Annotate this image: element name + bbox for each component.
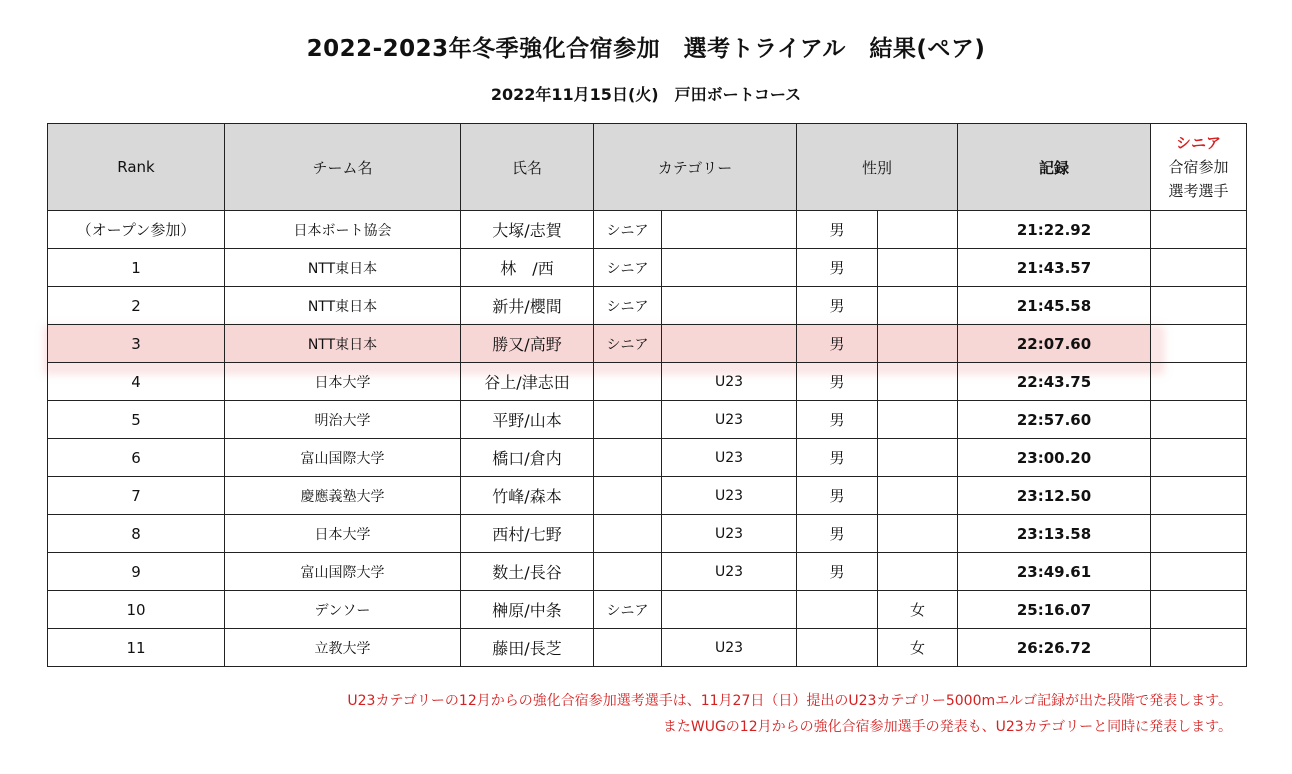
sex-male-cell: 男: [797, 363, 878, 401]
table-row: [48, 477, 1247, 515]
category-u23-cell: U23: [662, 439, 797, 477]
selection-cell: [1151, 401, 1247, 439]
category-senior-cell: [594, 553, 662, 591]
sex-female-cell: [878, 515, 958, 553]
sex-male-cell: 男: [797, 439, 878, 477]
sex-female-cell: [878, 249, 958, 287]
category-senior-cell: シニア: [594, 211, 662, 249]
category-senior-cell: [594, 515, 662, 553]
table-row: [48, 401, 1247, 439]
category-u23-cell: U23: [662, 477, 797, 515]
sex-male-cell: 男: [797, 553, 878, 591]
event-date-venue: 2022年11月15日(火) 戸田ボートコース: [490, 85, 802, 104]
table-row: [48, 629, 1247, 667]
record-cell: 23:00.20: [958, 439, 1151, 477]
record-cell: 26:26.72: [958, 629, 1151, 667]
sex-male-cell: [797, 629, 878, 667]
name-cell: 谷上/津志田: [461, 363, 594, 401]
team-cell: 慶應義塾大学: [225, 477, 461, 515]
sex-female-cell: [878, 325, 958, 363]
team-cell: NTT東日本: [225, 249, 461, 287]
category-u23-cell: [662, 211, 797, 249]
rank-cell: 3: [48, 325, 225, 363]
sex-female-cell: [878, 211, 958, 249]
table-row: [48, 211, 1247, 249]
note-u23-selection: U23カテゴリーの12月からの強化合宿参加選考選手は、11月27日（日）提出のU23カテゴリー5000mエルゴ記録が出た段階で発表します。: [347, 693, 1232, 709]
header-selection-selected: 選考選手: [1168, 182, 1229, 200]
record-cell: 23:49.61: [958, 553, 1151, 591]
category-u23-cell: U23: [662, 629, 797, 667]
category-senior-cell: [594, 439, 662, 477]
sex-male-cell: 男: [797, 287, 878, 325]
results-table: [47, 123, 1247, 667]
page-title: 2022-2023年冬季強化合宿参加 選考トライアル 結果(ペア): [306, 36, 986, 62]
sex-female-cell: [878, 401, 958, 439]
sex-male-cell: 男: [797, 401, 878, 439]
note-wug-selection: またWUGの12月からの強化合宿参加選手の発表も、U23カテゴリーと同時に発表します。: [662, 719, 1232, 735]
name-cell: 橋口/倉内: [461, 439, 594, 477]
table-row: [48, 591, 1247, 629]
selection-cell: [1151, 249, 1247, 287]
selection-cell: [1151, 211, 1247, 249]
name-cell: 竹峰/森本: [461, 477, 594, 515]
table-row: [48, 515, 1247, 553]
selection-cell: [1151, 553, 1247, 591]
category-u23-cell: [662, 591, 797, 629]
category-u23-cell: U23: [662, 401, 797, 439]
team-cell: 明治大学: [225, 401, 461, 439]
header-selection-camp: 合宿参加: [1168, 158, 1229, 176]
selection-cell: [1151, 629, 1247, 667]
table-row: [48, 439, 1247, 477]
team-cell: NTT東日本: [225, 325, 461, 363]
rank-cell: 1: [48, 249, 225, 287]
header-rank: Rank: [48, 124, 225, 211]
record-cell: 21:43.57: [958, 249, 1151, 287]
name-cell: 西村/七野: [461, 515, 594, 553]
name-cell: 榊原/中条: [461, 591, 594, 629]
rank-cell: 8: [48, 515, 225, 553]
record-cell: 22:07.60: [958, 325, 1151, 363]
category-u23-cell: [662, 325, 797, 363]
name-cell: 新井/櫻間: [461, 287, 594, 325]
header-selection: [1151, 124, 1247, 211]
name-cell: 林 /西: [461, 249, 594, 287]
sex-female-cell: [878, 477, 958, 515]
rank-cell: 10: [48, 591, 225, 629]
header-name: 氏名: [461, 124, 594, 211]
table-header-row: [48, 124, 1247, 211]
rank-cell: 2: [48, 287, 225, 325]
team-cell: NTT東日本: [225, 287, 461, 325]
selection-cell: [1151, 325, 1247, 363]
name-cell: 数土/長谷: [461, 553, 594, 591]
sex-female-cell: 女: [878, 591, 958, 629]
rank-cell: （オープン参加）: [48, 211, 225, 249]
sex-female-cell: 女: [878, 629, 958, 667]
category-u23-cell: U23: [662, 553, 797, 591]
rank-cell: 4: [48, 363, 225, 401]
team-cell: デンソー: [225, 591, 461, 629]
category-u23-cell: [662, 287, 797, 325]
selection-cell: [1151, 515, 1247, 553]
sex-male-cell: 男: [797, 515, 878, 553]
category-senior-cell: シニア: [594, 325, 662, 363]
rank-cell: 5: [48, 401, 225, 439]
team-cell: 日本ボート協会: [225, 211, 461, 249]
record-cell: 21:22.92: [958, 211, 1151, 249]
record-cell: 22:43.75: [958, 363, 1151, 401]
category-u23-cell: U23: [662, 363, 797, 401]
sex-male-cell: 男: [797, 249, 878, 287]
record-cell: 21:45.58: [958, 287, 1151, 325]
record-cell: 25:16.07: [958, 591, 1151, 629]
selection-cell: [1151, 439, 1247, 477]
name-cell: 藤田/長芝: [461, 629, 594, 667]
selection-cell: [1151, 477, 1247, 515]
team-cell: 立教大学: [225, 629, 461, 667]
category-senior-cell: [594, 629, 662, 667]
category-senior-cell: シニア: [594, 591, 662, 629]
team-cell: 富山国際大学: [225, 439, 461, 477]
sex-female-cell: [878, 287, 958, 325]
header-selection-senior: シニア: [1176, 134, 1222, 152]
sex-female-cell: [878, 553, 958, 591]
sex-male-cell: 男: [797, 325, 878, 363]
category-senior-cell: [594, 401, 662, 439]
rank-cell: 9: [48, 553, 225, 591]
sex-male-cell: 男: [797, 211, 878, 249]
sex-female-cell: [878, 363, 958, 401]
category-u23-cell: U23: [662, 515, 797, 553]
header-category: カテゴリー: [594, 124, 797, 211]
header-team: チーム名: [225, 124, 461, 211]
table-row: [48, 249, 1247, 287]
record-cell: 23:13.58: [958, 515, 1151, 553]
name-cell: 大塚/志賀: [461, 211, 594, 249]
sex-female-cell: [878, 439, 958, 477]
team-cell: 日本大学: [225, 363, 461, 401]
rank-cell: 7: [48, 477, 225, 515]
sex-male-cell: 男: [797, 477, 878, 515]
header-sex: 性別: [797, 124, 958, 211]
table-row: [48, 325, 1247, 363]
record-cell: 22:57.60: [958, 401, 1151, 439]
table-row: [48, 287, 1247, 325]
category-senior-cell: シニア: [594, 287, 662, 325]
header-record: 記録: [958, 124, 1151, 211]
selection-cell: [1151, 591, 1247, 629]
rank-cell: 6: [48, 439, 225, 477]
table-row: [48, 363, 1247, 401]
name-cell: 勝又/高野: [461, 325, 594, 363]
selection-cell: [1151, 287, 1247, 325]
rank-cell: 11: [48, 629, 225, 667]
category-senior-cell: [594, 363, 662, 401]
name-cell: 平野/山本: [461, 401, 594, 439]
record-cell: 23:12.50: [958, 477, 1151, 515]
team-cell: 富山国際大学: [225, 553, 461, 591]
table-row: [48, 553, 1247, 591]
sex-male-cell: [797, 591, 878, 629]
selection-cell: [1151, 363, 1247, 401]
category-senior-cell: シニア: [594, 249, 662, 287]
category-u23-cell: [662, 249, 797, 287]
team-cell: 日本大学: [225, 515, 461, 553]
category-senior-cell: [594, 477, 662, 515]
